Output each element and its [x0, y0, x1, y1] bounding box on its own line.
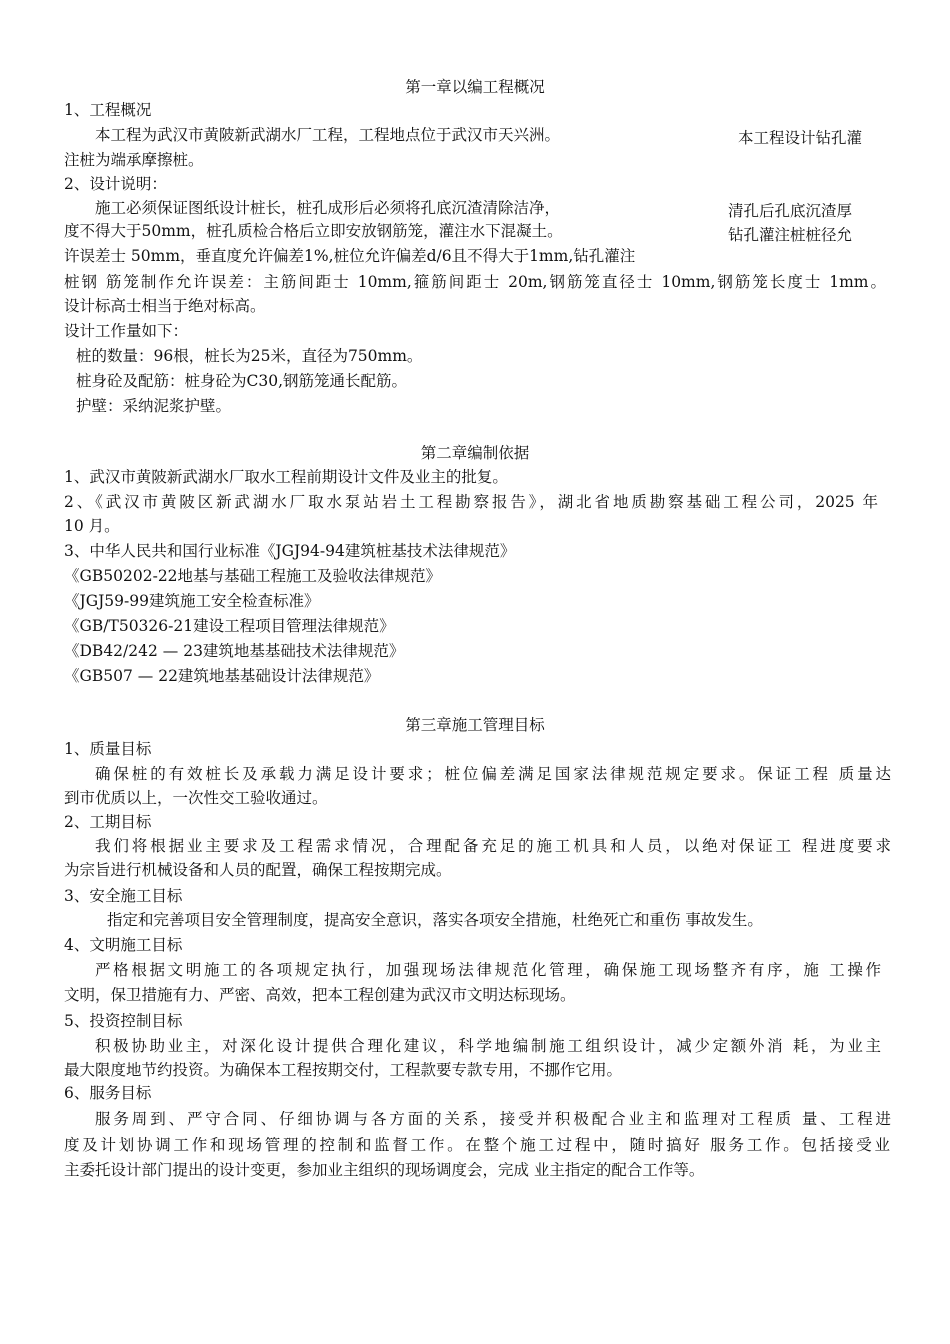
chapter-1-title: 第一章以编工程概况 — [405, 78, 545, 96]
goal-heading-schedule: 2、工期目标 — [64, 813, 152, 831]
quantity-item: 桩身砼及配筋：桩身砼为C30,钢筋笼通长配筋。 — [76, 372, 408, 390]
goal-heading-quality: 1、质量目标 — [64, 740, 152, 758]
chapter-3-title: 第三章施工管理目标 — [405, 716, 545, 734]
paragraph-line: 文明，保卫措施有力、严密、高效，把本工程创建为武汉市文明达标现场。 — [64, 986, 576, 1004]
reference-item: 1、武汉市黄陂新武湖水厂取水工程前期设计文件及业主的批复。 — [64, 468, 508, 486]
paragraph-line: 严格根据文明施工的各项规定执行，加强现场法律规范化管理，确保施工现场整齐有序，施 工操作 — [95, 961, 881, 979]
goal-heading-service: 6、服务目标 — [64, 1084, 152, 1102]
paragraph-line: 度及计划协调工作和现场管理的控制和监督工作。在整个施工过程中，随时搞好 服务工作。包括接受业 — [64, 1136, 890, 1154]
paragraph-line: 确保桩的有效桩长及承载力满足设计要求；桩位偏差满足国家法律规范规定要求。保证工程 质量达 — [95, 765, 891, 783]
side-note: 清孔后孔底沉渣厚 — [728, 202, 853, 220]
paragraph-line: 许误差士 50mm，垂直度允许偏差1%,桩位允许偏差d/6且不得大于1mm,钻孔灌注 — [64, 247, 636, 265]
goal-heading-investment: 5、投资控制目标 — [64, 1012, 183, 1030]
goal-heading-civilized: 4、文明施工目标 — [64, 936, 183, 954]
paragraph-line: 施工必须保证图纸设计桩长，桩孔成形后必须将孔底沉渣清除洁净， — [95, 199, 561, 217]
section-heading: 1、工程概况 — [64, 101, 152, 119]
chapter-2-title: 第二章编制依据 — [420, 444, 530, 462]
standard-item: 《GB/T50326-21建设工程项目管理法律规范》 — [64, 617, 395, 635]
paragraph-line: 设计标高士相当于绝对标高。 — [64, 297, 266, 315]
reference-item-continued: 10 月。 — [64, 517, 120, 535]
paragraph-line: 最大限度地节约投资。为确保本工程按期交付，工程款要专款专用，不挪作它用。 — [64, 1061, 623, 1079]
paragraph-line: 指定和完善项目安全管理制度，提高安全意识，落实各项安全措施，杜绝死亡和重伤 事故发生。 — [107, 911, 763, 929]
section-heading: 2、设计说明： — [64, 175, 167, 193]
paragraph-line: 服务周到、严守合同、仔细协调与各方面的关系，接受并积极配合业主和监理对工程质 量、工程进 — [95, 1110, 891, 1128]
paragraph-line: 本工程为武汉市黄陂新武湖水厂工程，工程地点位于武汉市天兴洲。 — [95, 126, 561, 144]
paragraph-line: 我们将根据业主要求及工程需求情况，合理配备充足的施工机具和人员，以绝对保证工 程进度要求 — [95, 837, 891, 855]
side-note: 钻孔灌注桩桩径允 — [728, 226, 853, 244]
standard-item: 《DB42/242 — 23建筑地基基础技术法律规范》 — [64, 642, 405, 660]
paragraph-line: 度不得大于50mm，桩孔质检合格后立即安放钢筋笼，灌注水下混凝土。 — [64, 222, 563, 240]
paragraph-line: 桩钢 筋笼制作允许误差：主筋间距士 10mm,箍筋间距士 20m,钢筋笼直径士 10mm,钢筋笼长度士 1mm。 — [64, 273, 886, 291]
quantity-item: 桩的数量：96根，桩长为25米，直径为750mm。 — [76, 347, 423, 365]
standard-item: 《GB507 — 22建筑地基基础设计法律规范》 — [64, 667, 380, 685]
paragraph-line: 注桩为端承摩擦桩。 — [64, 151, 204, 169]
quantity-heading: 设计工作量如下： — [64, 322, 189, 340]
standard-item: 《JGJ59-99建筑施工安全检查标准》 — [64, 592, 320, 610]
side-note: 本工程设计钻孔灌 — [738, 129, 863, 147]
paragraph-line: 主委托设计部门提出的设计变更，参加业主组织的现场调度会，完成 业主指定的配合工作等。 — [64, 1161, 705, 1179]
quantity-item: 护壁：采纳泥浆护壁。 — [76, 397, 232, 415]
goal-heading-safety: 3、安全施工目标 — [64, 887, 183, 905]
reference-item: 2、《武汉市黄陂区新武湖水厂取水泵站岩土工程勘察报告》，湖北省地质勘察基础工程公司，2025 年 — [64, 493, 878, 511]
paragraph-line: 积极协助业主，对深化设计提供合理化建议，科学地编制施工组织设计，减少定额外消 耗，为业主 — [95, 1037, 881, 1055]
standard-item: 《GB50202-22地基与基础工程施工及验收法律规范》 — [64, 567, 442, 585]
paragraph-line: 到市优质以上，一次性交工验收通过。 — [64, 789, 328, 807]
reference-item: 3、中华人民共和国行业标准《JGJ94-94建筑桩基技术法律规范》 — [64, 542, 516, 560]
paragraph-line: 为宗旨进行机械设备和人员的配置，确保工程按期完成。 — [64, 861, 452, 879]
